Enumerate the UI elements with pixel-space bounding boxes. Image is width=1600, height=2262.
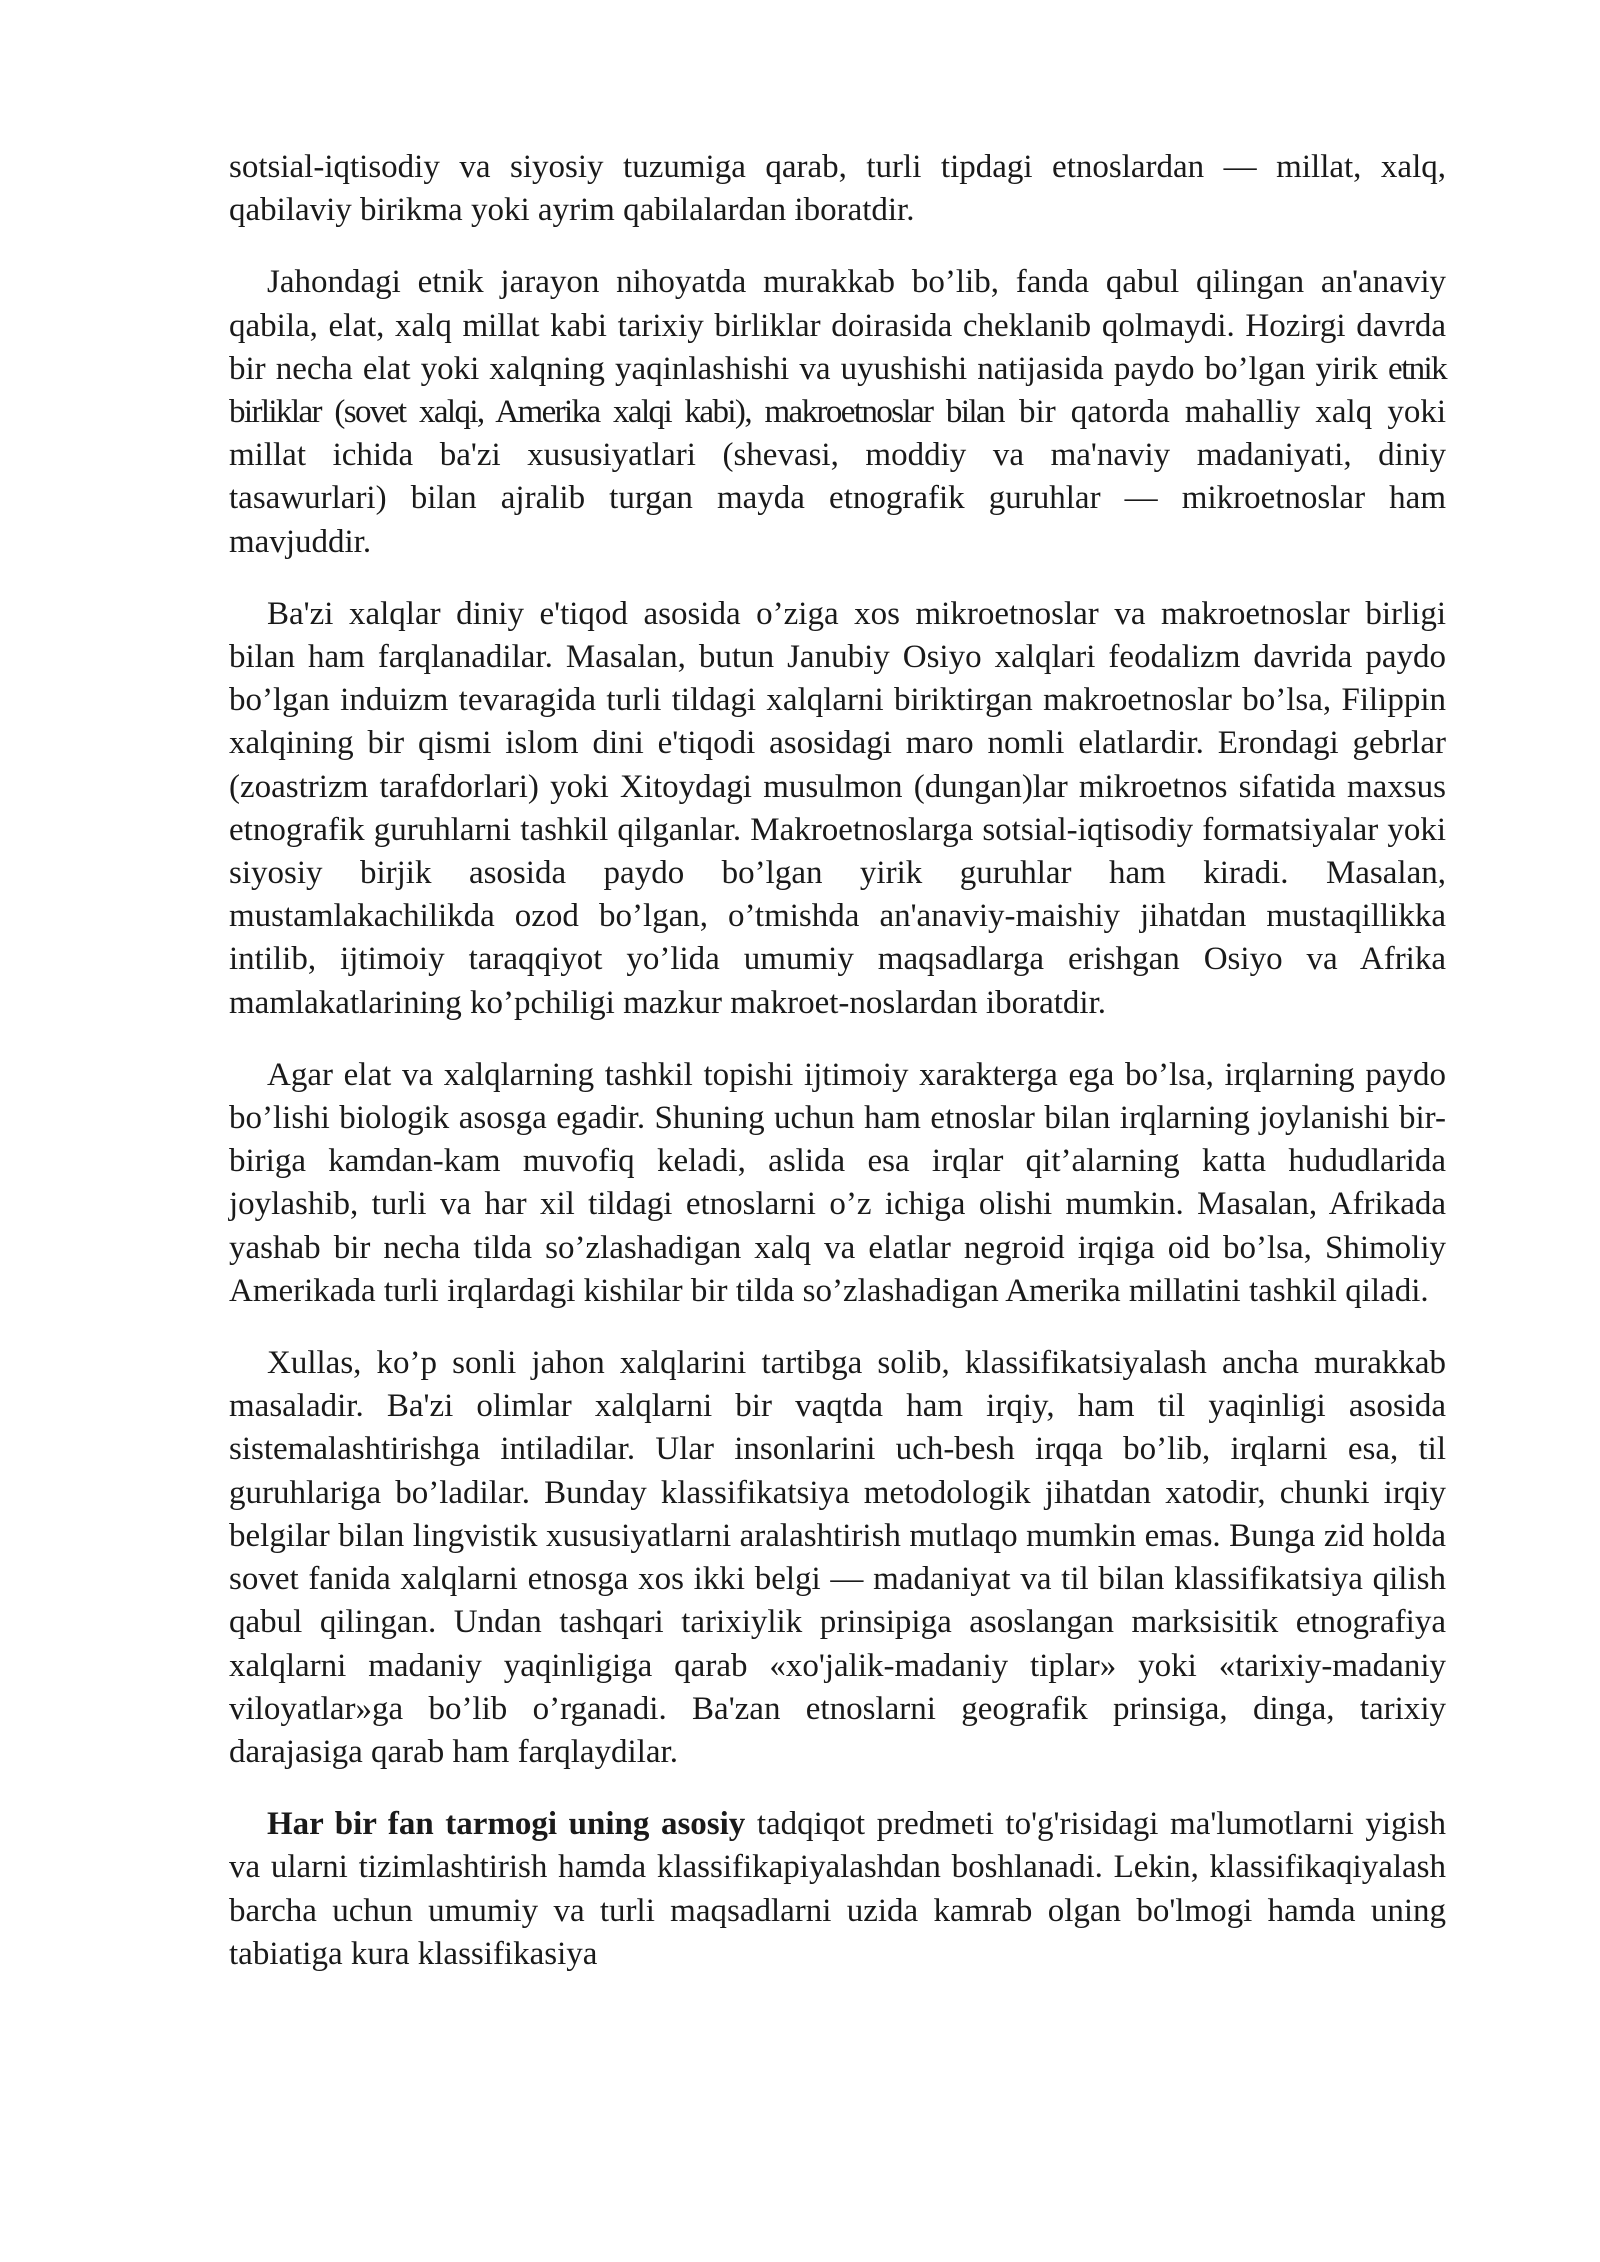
paragraph-2-condensed-text: etnik birliklar (sovet xalqi, Amerika xalqi kabi), makroetnoslar bilan	[229, 350, 1446, 431]
paragraph-1	[229, 146, 1446, 232]
paragraph-3-text: Ba'zi xalqlar diniy e'tiqod asosida o’ziga xos mikroetnoslar va makroetnoslar birligi bilan ham farqlanadilar. Masalan, butun Janubiy Osiyo xalqlari feodalizm davrida paydo bo’lgan induizm tevaragida turli tildagi xalqlarni biriktirgan makroetnoslar bo’lsa, Filippin xalqining bir qismi islom dini e'tiqodi asosidagi maro nomli elatlardir. Erondagi gebrlar (zoastrizm tarafdorlari) yoki Xitoydagi musulmon (dungan)lar mikroetnos sifatida maxsus etnografik guruhlarni tashkil qilganlar. Makroetnoslarga sotsial-iqtisodiy formatsiyalar yoki siyosiy birjik asosida paydo bo’lgan yirik guruhlar ham kiradi. Masalan, mustamlakachilikda ozod bo’lgan, o’tmishda an'anaviy-maishiy jihatdan mustaqillikka intilib, ijtimoiy taraqqiyot yo’lida umumiy maqsadlarga erishgan Osiyo va Afrika mamlakatlarining ko’pchiligi mazkur makroet-noslardan iboratdir.	[229, 595, 1446, 1021]
paragraph-4	[229, 1054, 1446, 1313]
paragraph-5-text: Xullas, ko’p sonli jahon xalqlarini tartibga solib, klassifikatsiyalash ancha murakkab masaladir. Ba'zi olimlar xalqlarni bir vaqtda ham irqiy, ham til yaqinligi asosida sistemalashtirishga intiladilar. Ular insonlarini uch-besh irqqa bo’lib, irqlarni esa, til guruhlariga bo’ladilar. Bunday klassifikatsiya metodologik jihatdan xatodir, chunki irqiy belgilar bilan lingvistik xususiyatlarni aralashtirish mutlaqo mumkin emas. Bunga zid holda sovet fanida xalqlarni etnosga xos ikki belgi — madaniyat va til bilan klassifikatsiya qilish qabul qilingan. Undan tashqari tarixiylik prinsipiga asoslangan marksisitik etnografiya xalqlarni madaniy yaqinligiga qarab «xo'jalik-madaniy tiplar» yoki «tarixiy-madaniy viloyatlar»ga bo’lib o’rganadi. Ba'zan etnoslarni geografik prinsiga, dinga, tarixiy darajasiga qarab ham farqlaydilar.	[229, 1345, 1446, 1770]
paragraph-6	[229, 1803, 1446, 1976]
paragraph-2-text-b: bir qatorda mahalliy xalq yoki millat ichida ba'zi xususiyatlari (shevasi, moddiy va ma'naviy madaniyati, diniy tasawurlari) bilan ajralib turgan mayda etnografik guruhlar — mikroetnoslar ham mavjuddir.	[229, 394, 1446, 560]
paragraph-5	[229, 1342, 1446, 1774]
paragraph-6-text: tadqiqot predmeti to'g'risidagi ma'lumotlarni yigish va ularni tizimlashtirish hamda klassifikapiyalashdan boshlanadi. Lekin, klassifikaqiyalash barcha uchun umumiy va turli maqsadlarni uzida kamrab olgan bo'lmogi hamda uning tabiatiga kura klassifikasiya	[229, 1806, 1447, 1972]
document-page	[229, 146, 1446, 2005]
paragraph-6-bold-lead: Har bir fan tarmogi uning asosiy	[267, 1806, 746, 1843]
paragraph-3	[229, 593, 1446, 1025]
paragraph-2	[229, 261, 1446, 563]
paragraph-2-text-a: Jahondagi etnik jarayon nihoyatda murakkab bo’lib, fanda qabul qilingan an'anaviy qabila, elat, xalq millat kabi tarixiy birliklar doirasida cheklanib qolmaydi. Hozirgi davrda bir necha elat yoki xalqning yaqinlashishi va uyushishi natijasida paydo bo’lgan yirik	[229, 264, 1446, 387]
paragraph-4-text: Agar elat va xalqlarning tashkil topishi ijtimoiy xarakterga ega bo’lsa, irqlarning paydo bo’lishi biologik asosga egadir. Shuning uchun ham etnoslar bilan irqlarning joylanishi bir-biriga kamdan-kam muvofiq keladi, aslida esa irqlar qit’alarning katta hududlarida joylashib, turli va har xil tildagi etnoslarni o’z ichiga olishi mumkin. Masalan, Afrikada yashab bir necha tilda so’zlashadigan xalq va elatlar negroid irqiga oid bo’lsa, Shimoliy Amerikada turli irqlardagi kishilar bir tilda so’zlashadigan Amerika millatini tashkil qiladi.	[229, 1056, 1446, 1309]
paragraph-1-text: sotsial-iqtisodiy va siyosiy tuzumiga qarab, turli tipdagi etnoslardan — millat, xalq, qabilaviy birikma yoki ayrim qabilalardan iboratdir.	[229, 149, 1446, 229]
